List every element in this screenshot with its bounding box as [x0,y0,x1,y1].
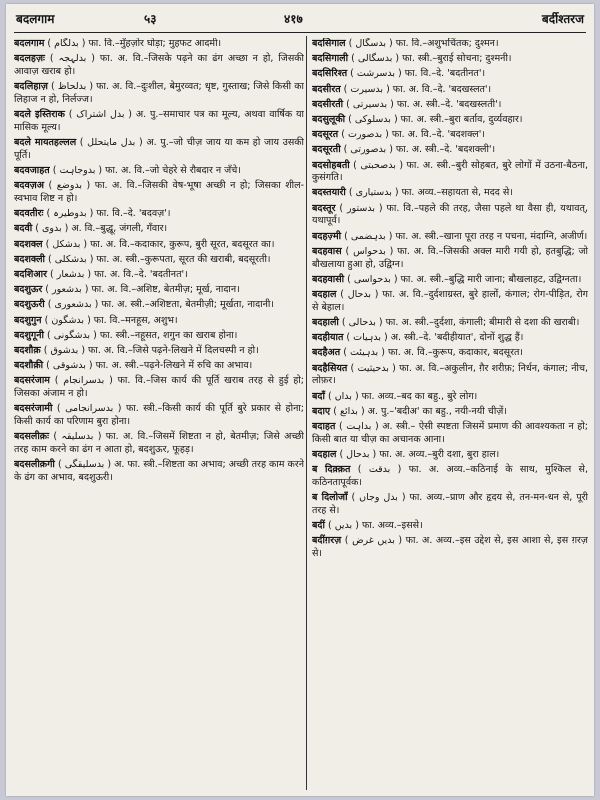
entry-headword: बदहाली [312,317,339,328]
entry-definition: ( بدحال ) फा. अ. वि.–दुर्दशाग्रस्त, बुरे हालों, कंगाल; रोग-पीड़ित, रोग से बेहाल। [312,289,588,313]
entry-headword: बदहवास [312,245,342,257]
column-divider [306,36,307,790]
entry-headword: बदसीरती [312,98,344,110]
dictionary-entry [312,53,588,66]
dictionary-entry [14,53,304,79]
dictionary-entry [14,375,304,401]
dictionary-entry [14,208,304,221]
entry-definition: ( بدشعار ) फा. अ. वि.–दे. 'बदतीनत'। [46,269,188,281]
entry-headword: बदसलीक़ः [14,431,50,443]
right-column [312,38,588,792]
dictionary-entry [312,274,588,287]
dictionary-entry [14,360,304,373]
entry-headword: बदलहज़ः [14,53,45,65]
entry-definition: ( بدہیات ) अ. स्त्री.–दे. 'बदीहीयात', दोनों शुद्ध हैं। [343,332,524,344]
entry-headword: बदाए [312,405,331,417]
entry-definition: ( بدشکل ) फा. अ. वि.–कदाकार, कुरूप, बुरी सूरत, बदसूरत का। [42,238,275,250]
entry-definition: ( بدلہجہ ) फा. अ. वि.–जिसके पढ़ने का ढंग अच्छा न हो, जिसकी आवाज़ खराब हो। [14,53,304,77]
entry-definition: ( بدہضمی ) फा. अ. स्त्री.–खाना पूरा तरह न पचना, मंदाग्नि, अजीर्ण। [341,230,588,242]
dictionary-entry [14,180,304,206]
entry-definition: ( بدیں غرض ) फा. अ. अव्य.–इस उद्देश से, इस आशा से, इस ग़रज़ से। [312,535,588,560]
entry-definition: ( بدوضع ) फा. अ. वि.–जिसकी वेष-भूषा अच्छी न हो; जिसका शील-स्वभाव शिष्ट न हो। [14,180,304,205]
dictionary-entry [312,535,588,561]
header-rule [14,32,586,33]
entry-headword: बदशक्ली [14,253,46,265]
dictionary-entry [14,254,304,267]
entry-definition: ( بدل اشتراک ) अ. पु.–समाचार पत्र का मूल्य, अथवा वार्षिक या मासिक मूल्य। [14,109,304,133]
entry-headword: बदसिरिश्त [312,68,348,80]
entry-definition: ( بدسگال ) फा. वि.–अशुभचिंतक; दुश्मन। [345,38,499,49]
entry-headword: बदस्तूर [312,202,336,214]
entry-headword: बदहैअत [312,347,341,359]
entry-headword: बदसोहबती [312,159,350,171]
entry-headword: बदाहत [312,420,336,432]
dictionary-entry [14,81,304,107]
dictionary-entry [14,403,304,429]
entry-definition: ( بدشکلی ) फा. अ. स्त्री.–कुरूपता, सूरत की खराबी, बदसूरती। [45,253,271,265]
entry-definition: ( بدصحبتی ) फा. अ. स्त्री.–बुरी सोहबत, बुरे लोगों में उठना-बैठना, कुसंगति। [312,159,588,184]
entry-headword: बदसूरती [312,144,341,156]
dictionary-entry [14,345,304,358]
entry-definition: ( بدل وجاں ) फा. अव्य.–प्राण और हृदय से, तन-मन-धन से, पूरी तरह से। [312,492,588,516]
dictionary-entry [312,391,588,404]
entry-definition: ( بداں ) फा. अव्य.–बद का बहु., बुरे लोग। [324,390,478,402]
entry-headword: बदशुऊर [14,284,43,296]
entry-headword: बदस्तयारी [312,187,346,199]
entry-definition: ( بدسرشت ) फा. वि.–दे. 'बदतीनत'। [347,68,486,80]
entry-definition: ( بدسلوکی ) फा. अ. स्त्री.–बुरा बर्ताव, दुर्व्यवहार। [345,113,523,125]
entry-headword: बदहज़्मी [312,230,342,242]
entry-headword: बदवजाहत [14,165,50,177]
left-column [14,38,304,792]
entry-headword: बदहाल [312,448,337,460]
dictionary-entry [14,431,304,457]
entry-definition: ( بدشوقی ) फा. अ. स्त्री.–पढ़ने-लिखने में रुचि का अभाव। [43,360,253,372]
dictionary-entry [312,160,588,186]
dictionary-entry [14,315,304,328]
header-center-page-number: ४१७ [284,12,303,26]
dictionary-entry [14,109,304,135]
dictionary-entry [312,421,588,447]
entry-headword: बदशुऊरी [14,299,45,311]
entry-definition: ( بدسلیقہ ) फा. अ. वि.–जिसमें शिष्टता न हो, बेतमीज़; जिसे अच्छी तरह काम करने का ढंग न आता हो, बदशुऊर, फूहड़। [14,431,304,456]
entry-headword: बदलिहाज़ [14,81,48,93]
entry-definition: ( بدشعوری ) फा. अ. स्त्री.–अशिष्टता, बेतमीज़ी; मूर्खता, नादानी। [44,299,274,311]
dictionary-entry [312,289,588,315]
entry-definition: ( بدائع ) अ. पु.–'बदीअ' का बहु., नयी-नयी चीज़ें। [330,405,507,417]
entry-headword: बदले इस्तिराक [14,109,65,121]
entry-definition: ( بدشگون ) फा. वि.–मनहूस, अशुभ। [41,314,178,326]
entry-definition: ( بدسگالی ) फा. स्त्री.–बुराई सोचना; दुश्मनी। [348,53,512,65]
dictionary-entry [312,464,588,490]
entry-headword: बदसरंजामी [14,403,53,415]
entry-definition: ( بدحالی ) फा. अ. स्त्री.–दुर्दशा, कंगाली; बीमारी से दशा की खराबी। [338,317,580,328]
entry-headword: बदसूरत [312,129,339,141]
entry-headword: बदवज़अ [14,180,45,192]
dictionary-entry [312,144,588,157]
entry-definition: ( بدشوق ) फा. अ. वि.–जिसे पढ़ने-लिखने में दिलचस्पी न हो। [40,344,259,356]
entry-headword: बदले मायतहल्लल [14,137,77,149]
entry-definition: ( بدستیاری ) फा. अव्य.–सहायता से, मदद से। [345,187,513,199]
dictionary-entry [312,449,588,462]
dictionary-entry [312,406,588,419]
entry-headword: बदहवासी [312,273,345,285]
entry-headword: ब दिक़्क़त [312,464,351,476]
entry-definition: ( بدشگونی ) फा. स्त्री.–नहूसत, शगुन का खराब होना। [44,329,238,341]
entry-headword: बदसरंजाम [14,375,50,387]
entry-headword: बदशुगुन [14,314,42,326]
dictionary-entry [14,38,304,51]
dictionary-page [6,4,594,796]
entry-definition: ( بدلحاظ ) फा. अ. वि.–दुःशील, बेमुरव्वत; धृष्ट, गुस्ताख; जिसे किसी का लिहाज न हो, निर्लज्ज। [14,81,304,105]
dictionary-entry [312,203,588,229]
dictionary-entry [14,223,304,236]
dictionary-entry [312,492,588,518]
entry-headword: बदहाल [312,289,337,301]
entry-definition: ( بدل مایتحلل ) अ. पु.–जो चीज़ जाय या कम हो जाय उसकी पूर्ति। [14,137,304,161]
entry-definition: ( بدسرانجام ) फा. वि.–जिस कार्य की पूर्ति खराब तरह से हुई हो; जिसका अंजाम न हो। [14,375,304,400]
entry-headword: बदशौक़ [14,344,41,356]
dictionary-entry [14,137,304,163]
entry-headword: ब दिलोजाँ [312,492,348,504]
dictionary-entry [312,129,588,142]
dictionary-entry [14,239,304,252]
entry-definition: ( بدیں ) फा. अव्य.–इससे। [324,520,423,532]
header-left-page-number: ५३ [144,12,157,26]
entry-definition: ( بدصورت ) फा. अ. वि.–दे. 'बदशक्ल'। [338,129,485,141]
entry-headword: बदशौक़ी [14,360,44,372]
dictionary-entry [14,330,304,343]
dictionary-entry [14,299,304,312]
header-left-word: बदलगाम [16,12,55,26]
entry-definition: ( بدلگام ) फा. वि.–मुँहज़ोर घोड़ा; मुहफट आदमी। [44,38,222,49]
dictionary-entry [14,459,304,485]
entry-definition: ( بدوی ) अ. वि.–बुद्धू, जंगली, गँवार। [32,223,168,235]
entry-headword: बदसलीक़गी [14,459,55,471]
entry-headword: बदींग़रज़ [312,535,342,547]
entry-headword: बदसिगाली [312,53,349,65]
header-right-word: बर्दीश्‍तरज [541,12,584,26]
entry-definition: ( بدستور ) फा. वि.–पहले की तरह, जैसा पहले था वैसा ही, यथावत्, यथापूर्व। [312,202,588,227]
dictionary-entry [14,165,304,178]
dictionary-entry [312,68,588,81]
entry-headword: बदशक्ल [14,238,43,250]
entry-headword: बदवतीरः [14,208,44,220]
entry-headword: बदशुगूनी [14,329,45,341]
entry-definition: ( بدحال ) फा. अ. अव्य.–बुरी दशा, बुरा हाल। [336,448,500,460]
dictionary-entry [312,114,588,127]
entry-definition: ( بدشعور ) फा. अ. वि.–अशिष्ट, बेतमीज़; मूर्ख, नादान। [42,284,240,296]
entry-definition: ( بدحواسی ) फा. अ. स्त्री.–बुद्धि मारी जाना; बौखलाहट, उद्विग्नता। [344,273,582,285]
entry-definition: ( بدقت ) फा. अ. अव्य.–कठिनाई के साथ, मुश्किल से, कठिनतापूर्वक। [312,464,588,488]
entry-definition: ( بدہیئت ) फा. अ. वि.–कुरूप, कदाकार, बदसूरत। [340,347,523,359]
entry-headword: बदसीरत [312,83,341,95]
entry-headword: बदीं [312,520,325,532]
dictionary-entry [312,231,588,244]
entry-headword: बदशिआर [14,269,47,281]
dictionary-entry [312,187,588,200]
dictionary-entry [14,269,304,282]
entry-definition: ( بداہت ) अ. स्त्री.– ऐसी स्पष्टता जिसमें प्रमाण की आवश्यकता न हो; किसी बात या चीज़ का अचानक आना। [312,420,588,445]
dictionary-entry [312,520,588,533]
entry-headword: बदहीयात [312,332,344,344]
dictionary-entry [312,317,588,330]
entry-headword: बदसुलूकी [312,113,346,125]
entry-definition: ( بدحواس ) फा. अ. वि.–जिसकी अक्ल मारी गयी हो, हतबुद्धि; जो बौखलाया हुआ हो, उद्विग्न। [312,245,588,270]
dictionary-entry [312,99,588,112]
dictionary-entry [312,38,588,51]
page-header [6,4,594,26]
entry-headword: बदलगाम [14,38,45,49]
entry-headword: बदाँ [312,390,325,402]
dictionary-entry [312,332,588,345]
entry-headword: बदहैसियत [312,362,348,374]
dictionary-entry [312,246,588,272]
entry-definition: ( بدسیرت ) फा. अ. वि.–दे. 'बदखस्लत'। [340,83,492,95]
entry-definition: ( بدسیرتی ) फा. अ. स्त्री.–दे. 'बदखस्लती'। [343,98,502,110]
dictionary-entry [312,363,588,389]
entry-definition: ( بدوجاہت ) फा. अ. वि.–जो चेहरे से रौबदार न जँचे। [49,165,241,177]
entry-definition: ( بدصورتی ) फा. अ. स्त्री.–दे. 'बदशक्ली'। [340,144,496,156]
dictionary-entry [14,284,304,297]
dictionary-entry [312,347,588,360]
entry-headword: बदवी [14,223,33,235]
entry-headword: बदसिगाल [312,38,346,49]
entry-definition: ( بدسرانجامی ) फा. स्त्री.–किसी कार्य की पूर्ति बुरे प्रकार से होना; किसी कार्य का परिणाम बुरा होना। [14,403,304,428]
entry-definition: ( بدحیثیت ) फा. अ. वि.–अकुलीन, ग़ैर शरीफ़; निर्धन, कंगाल; नीच, लोफ़र। [312,362,588,387]
entry-definition: ( بدسلیقگی ) अ. फा. स्त्री.–शिष्टता का अभाव; अच्छी तरह काम करने के ढंग का अभाव, बदशुऊरी। [14,459,304,484]
dictionary-entry [312,84,588,97]
entry-definition: ( بدوطیرہ ) फा. वि.–दे. 'बदवज़'। [43,208,171,220]
